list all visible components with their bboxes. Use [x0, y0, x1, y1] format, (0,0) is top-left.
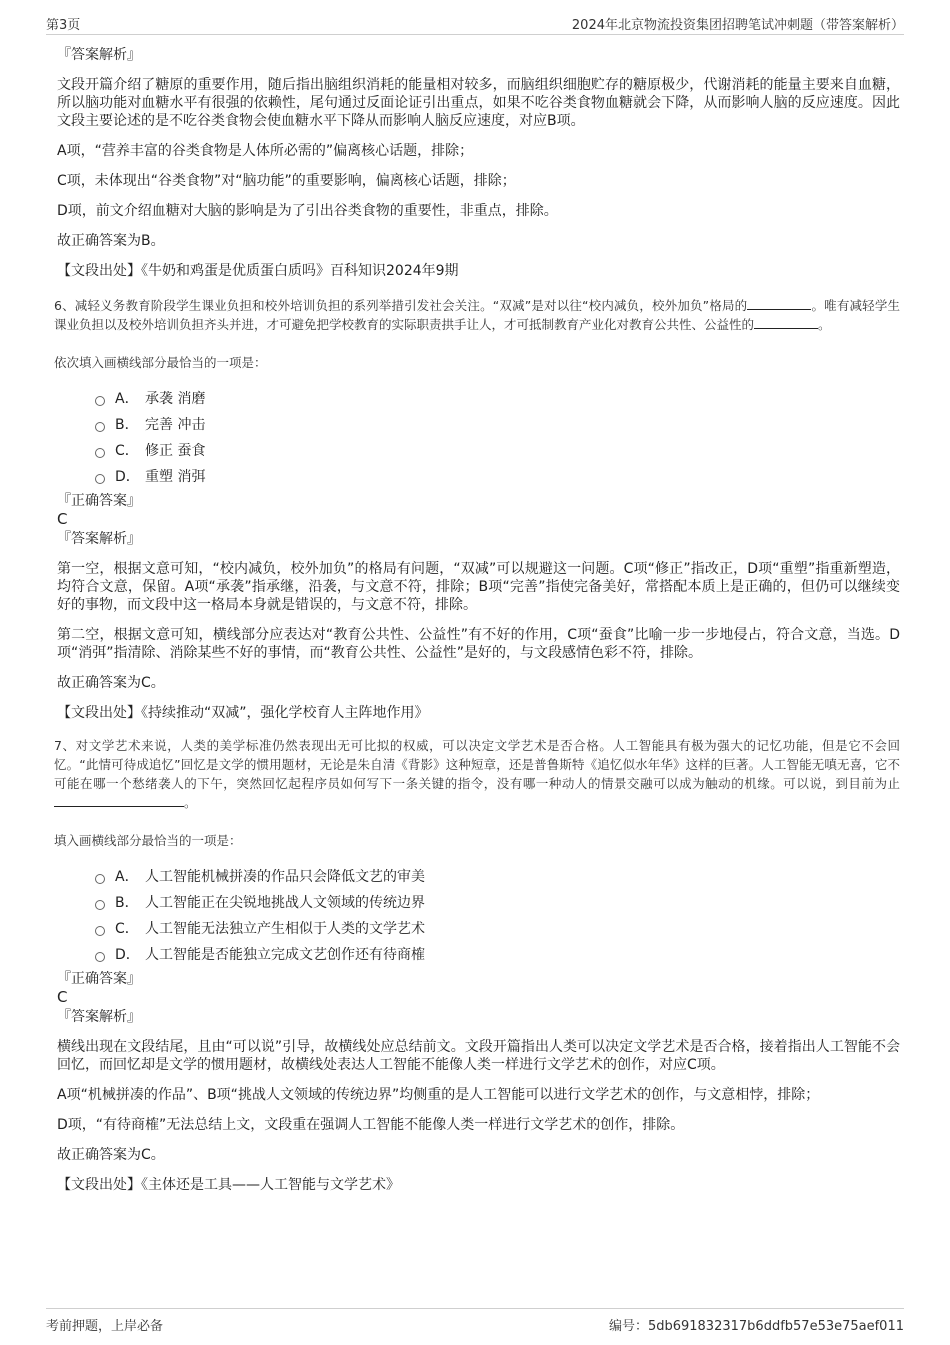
option-letter: A． [115, 391, 139, 407]
question-prompt: 填入画横线部分最恰当的一项是： [54, 833, 242, 848]
option-list [95, 864, 900, 968]
option-b[interactable] [95, 412, 900, 438]
fill-blank [754, 316, 818, 329]
option-letter: C． [115, 921, 139, 937]
option-d[interactable] [95, 464, 900, 490]
analysis-paragraph: D项，“有待商榷”无法总结上文，文段重在强调人工智能不能像人类一样进行文学艺术的创作，排除。 [57, 1117, 685, 1133]
correct-answer: C [57, 510, 68, 528]
analysis-label: 『答案解析』 [57, 531, 141, 547]
option-b[interactable] [95, 890, 900, 916]
option-list [95, 386, 900, 490]
radio-icon[interactable] [95, 422, 105, 432]
fill-blank [54, 794, 184, 807]
analysis-label: 『答案解析』 [57, 1009, 141, 1025]
correct-answer-label: 『正确答案』 [57, 971, 141, 987]
correct-answer-label: 『正确答案』 [57, 493, 141, 509]
option-c[interactable] [95, 916, 900, 942]
document-title: 2024年北京物流投资集团招聘笔试冲刺题（带答案解析） [571, 18, 904, 33]
page-footer [46, 1308, 904, 1335]
question-text: 。 [184, 795, 197, 810]
radio-icon[interactable] [95, 396, 105, 406]
document-id: 编号：5db691832317b6ddfb57e53e75aef011 [608, 1319, 904, 1334]
option-letter: D． [115, 947, 140, 963]
option-text: 人工智能是否能独立完成文艺创作还有待商榷 [145, 947, 425, 963]
page-header [46, 12, 904, 35]
option-text: 承袭 消磨 [145, 391, 206, 407]
question-7 [54, 736, 900, 1194]
question-prompt: 依次填入画横线部分最恰当的一项是： [54, 355, 267, 370]
analysis-paragraph: 文段开篇介绍了糖原的重要作用，随后指出脑组织消耗的能量相对较多，而脑组织细胞贮存的糖原极少，代谢消耗的能量主要来自血糖，所以脑功能对血糖水平有很强的依赖性，尾句通过反面论证引出重点，如果不吃谷类食物血糖就会下降，从而影响人脑的反应速度。因此文段主要论述的是不吃谷类食物会使血糖水平下降从而影响人脑反应速度，对应B项。 [57, 77, 900, 129]
option-letter: A． [115, 869, 139, 885]
option-text: 修正 蚕食 [145, 443, 206, 459]
analysis-paragraph: 第二空，根据文意可知，横线部分应表达对“教育公共性、公益性”有不好的作用，C项“蚕食”比喻一步一步地侵占，符合文意，当选。D项“消弭”指清除、消除某些不好的事情，而“教育公共性、公益性”是好的，与文段感情色彩不符，排除。 [57, 627, 900, 661]
analysis-paragraph: A项，“营养丰富的谷类食物是人体所必需的”偏离核心话题，排除； [57, 143, 474, 159]
analysis-paragraph: A项“机械拼凑的作品”、B项“挑战人文领域的传统边界”均侧重的是人工智能可以进行文学艺术的创作，与文意相悖，排除； [57, 1087, 820, 1103]
radio-icon[interactable] [95, 474, 105, 484]
option-letter: B． [115, 417, 139, 433]
radio-icon[interactable] [95, 952, 105, 962]
question-text: 。 [818, 317, 831, 332]
option-text: 人工智能无法独立产生相似于人类的文学艺术 [145, 921, 425, 937]
source-citation: 【文段出处】《牛奶和鸡蛋是优质蛋白质吗》百科知识2024年9期 [57, 263, 459, 279]
option-d[interactable] [95, 942, 900, 968]
option-a[interactable] [95, 386, 900, 412]
page-content [54, 46, 900, 1206]
footer-slogan: 考前押题，上岸必备 [46, 1319, 164, 1334]
analysis-paragraph: D项，前文介绍血糖对大脑的影响是为了引出谷类食物的重要性，非重点，排除。 [57, 203, 558, 219]
option-text: 重塑 消弭 [145, 469, 206, 485]
analysis-paragraph: 第一空，根据文意可知，“校内减负，校外加负”的格局有问题，“双减”可以规避这一问题。C项“修正”指改正，D项“重塑”指重新塑造，均符合文意，保留。A项“承袭”指承继，沿袭，与文意不符，排除；B项“完善”指使完备美好，常搭配本质上是正确的，但仍可以继续变好的事物，而文段中这一格局本身就是错误的，与文意不符，排除。 [57, 561, 900, 613]
question-7-stem [54, 736, 900, 812]
analysis-label: 『答案解析』 [57, 47, 141, 63]
option-letter: D． [115, 469, 140, 485]
option-letter: B． [115, 895, 139, 911]
fill-blank [747, 297, 811, 310]
option-a[interactable] [95, 864, 900, 890]
question-6-stem [54, 296, 900, 334]
option-c[interactable] [95, 438, 900, 464]
option-text: 人工智能机械拼凑的作品只会降低文艺的审美 [145, 869, 425, 885]
source-citation: 【文段出处】《主体还是工具——人工智能与文学艺术》 [57, 1177, 400, 1193]
question-6 [54, 296, 900, 722]
radio-icon[interactable] [95, 874, 105, 884]
analysis-paragraph: 故正确答案为B。 [57, 233, 165, 249]
option-letter: C． [115, 443, 139, 459]
question-text: 6、减轻义务教育阶段学生课业负担和校外培训负担的系列举措引发社会关注。“双减”是对以往“校内减负，校外加负”格局的 [54, 298, 748, 313]
question-text: 。唯有减轻学生课业负担以及校外培训负担齐头并进，才可避免把学校教育的实际职责拱手让人，才可抵制教育产业化对教育公共性、公益性的 [54, 298, 900, 332]
analysis-paragraph: 横线出现在文段结尾，且由“可以说”引导，故横线处应总结前文。文段开篇指出人类可以决定文学艺术是否合格，接着指出人工智能不会回忆，而回忆却是文学的惯用题材，故横线处表达人工智能不能像人类一样进行文学艺术的创作，对应C项。 [57, 1039, 900, 1073]
analysis-paragraph: C项，未体现出“谷类食物”对“脑功能”的重要影响，偏离核心话题，排除； [57, 173, 516, 189]
page-number: 第3页 [46, 18, 81, 33]
analysis-paragraph: 故正确答案为C。 [57, 1147, 165, 1163]
option-text: 完善 冲击 [145, 417, 206, 433]
radio-icon[interactable] [95, 926, 105, 936]
radio-icon[interactable] [95, 900, 105, 910]
option-text: 人工智能正在尖锐地挑战人文领域的传统边界 [145, 895, 425, 911]
source-citation: 【文段出处】《持续推动“双减”，强化学校育人主阵地作用》 [57, 705, 429, 721]
previous-question-analysis [57, 46, 900, 280]
question-text: 7、对文学艺术来说，人类的美学标准仍然表现出无可比拟的权威，可以决定文学艺术是否合格。人工智能具有极为强大的记忆功能，但是它不会回忆。“此情可待成追忆”回忆是文学的惯用题材，无论是朱自清《背影》这种短章，还是普鲁斯特《追忆似水年华》这样的巨著。人工智能无嗔无喜，它不可能在哪一个愁绪袭人的下午，突然回忆起程序员如何写下一条关键的指令，没有哪一种动人的情景交融可以成为触动的机缘。可以说，到目前为止 [54, 738, 900, 791]
correct-answer: C [57, 988, 68, 1006]
analysis-paragraph: 故正确答案为C。 [57, 675, 165, 691]
radio-icon[interactable] [95, 448, 105, 458]
